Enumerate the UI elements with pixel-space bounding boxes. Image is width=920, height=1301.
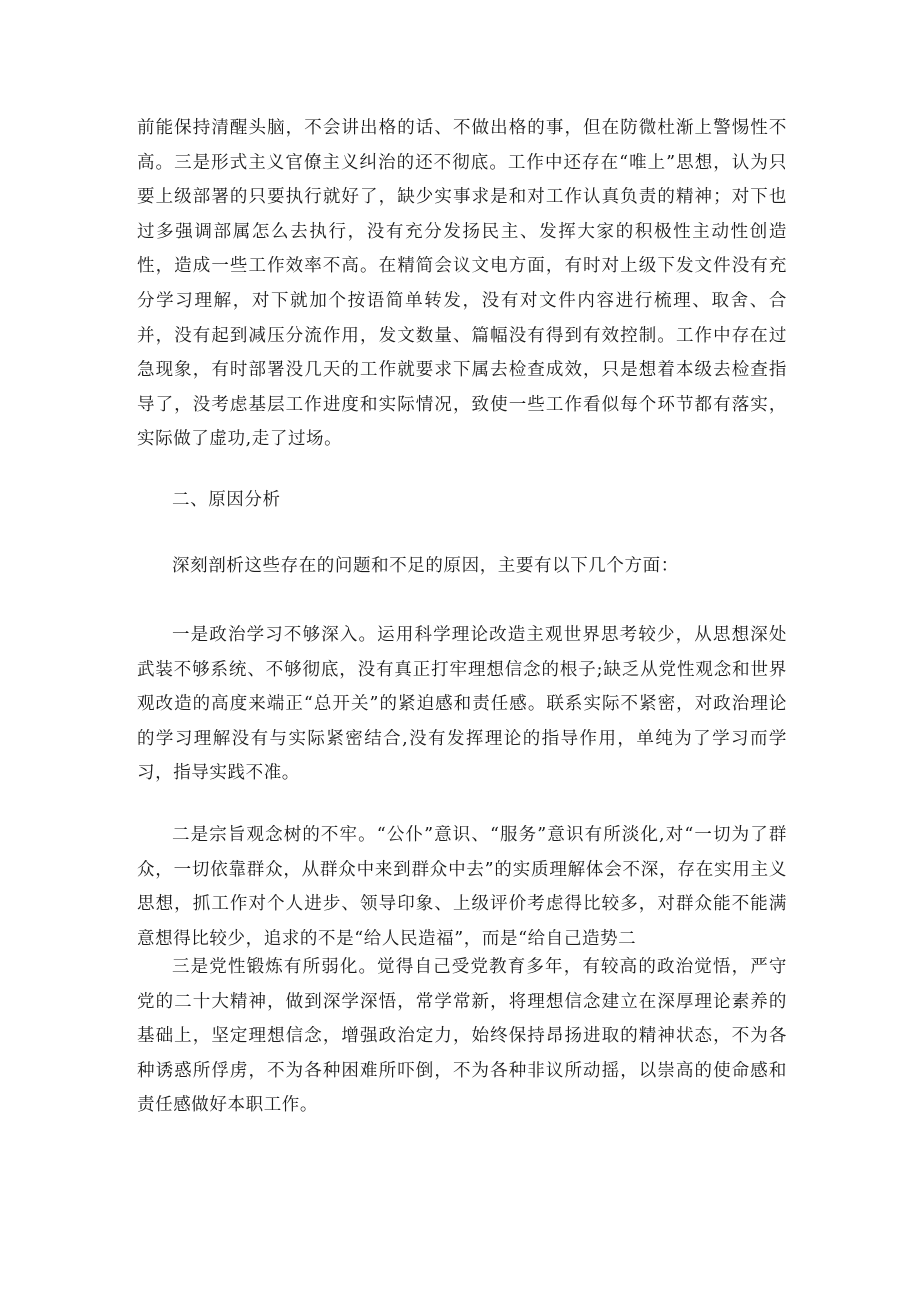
reason-paragraph-1: 一是政治学习不够深入。运用科学理论改造主观世界思考较少，从思想深处武装不够系统、不够彻底，没有真正打牢理想信念的根子;缺乏从党性观念和世界观改造的高度来端正“总开关”的紧迫感和责任感。联系实际不紧密，对政治理论的学习理解没有与实际紧密结合,没有发挥理论的指导作用，单纯为了学习而学习，指导实践不准。 [137,625,787,784]
reason-paragraph-3: 三是党性锻炼有所弱化。觉得自己受党教育多年，有较高的政治觉悟，严守党的二十大精神，做到深学深悟，常学常新，将理想信念建立在深厚理论素养的基础上，坚定理想信念，增强政治定力，始终保持昂扬进取的精神状态，不为各种诱惑所俘虏，不为各种困难所吓倒，不为各种非议所动摇，以崇高的使命感和责任感做好本职工作。 [137,957,787,1116]
section-heading: 二、原因分析 [172,490,281,510]
intro-paragraph: 深刻剖析这些存在的问题和不足的原因，主要有以下几个方面： [172,556,679,576]
reason-paragraph-2: 二是宗旨观念树的不牢。“公仆”意识、“服务”意识有所淡化,对“一切为了群众，一切依靠群众，从群众中来到群众中去”的实质理解体会不深，存在实用主义思想，抓工作对个人进步、领导印象、上级评价考虑得比较多，对群众能不能满意想得比较少，追求的不是“给人民造福”，而是“给自己造势二 [137,825,787,949]
continuation-paragraph: 前能保持清醒头脑，不会讲出格的话、不做出格的事，但在防微杜渐上警惕性不高。三是形式主义官僚主义纠治的还不彻底。工作中还存在“唯上”思想，认为只要上级部署的只要执行就好了，缺少实事求是和对工作认真负责的精神；对下也过多强调部属怎么去执行，没有充分发扬民主、发挥大家的积极性主动性创造性，造成一些工作效率不高。在精简会议文电方面，有时对上级下发文件没有充分学习理解，对下就加个按语简单转发，没有对文件内容进行梳理、取舍、合并，没有起到减压分流作用，发文数量、篇幅没有得到有效控制。工作中存在过急现象，有时部署没几天的工作就要求下属去检查成效，只是想着本级去检查指导了，没考虑基层工作进度和实际情况，致使一些工作看似每个环节都有落实，实际做了虚功,走了过场。 [137,118,787,450]
